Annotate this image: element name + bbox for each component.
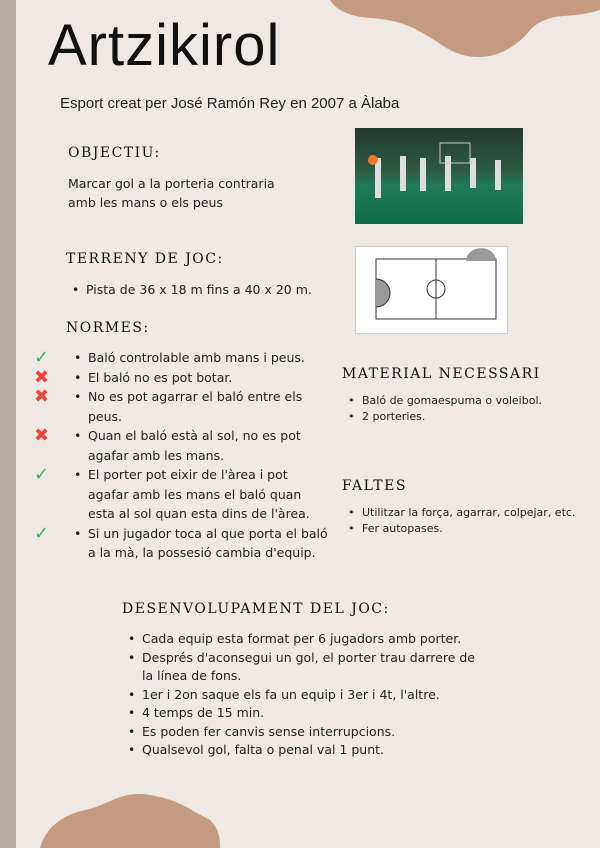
check-icon: • ✓ <box>34 347 50 368</box>
norma-text: Baló controlable amb mans i peus. <box>88 350 305 365</box>
list-item: • Utilitzar la força, agarrar, colpejar, etc. <box>348 505 575 521</box>
cross-icon: • ✖ <box>34 366 50 388</box>
desenvolupament-heading: DESENVOLUPAMENT DEL JOC: <box>122 601 390 617</box>
desenvolupament-list <box>128 630 478 760</box>
faltes-heading: FALTES <box>342 478 407 494</box>
top-blob-decoration <box>330 0 600 70</box>
norma-item <box>34 522 329 563</box>
norma-text: Quan el baló està al sol, no es pot agafar amb les mans. <box>88 428 301 463</box>
norma-item <box>34 386 329 426</box>
list-item: • 4 temps de 15 min. <box>128 704 478 723</box>
norma-item <box>34 464 329 524</box>
check-icon: • ✓ <box>34 522 50 544</box>
norma-text: El porter pot eixir de l'àrea i pot agafar amb les mans el baló quan esta al sol quan esta dins de l'àrea. <box>88 467 310 521</box>
material-heading: MATERIAL NECESSARI <box>342 366 541 382</box>
objectiu-line: amb les mans o els peus <box>68 195 223 210</box>
objectiu-text <box>68 174 275 212</box>
list-item: • Qualsevol gol, falta o penal val 1 punt. <box>128 741 478 760</box>
court-diagram <box>355 246 508 334</box>
norma-item <box>34 366 329 388</box>
list-item: • Es poden fer canvis sense interrupcions. <box>128 723 478 742</box>
objectiu-line: Marcar gol a la porteria contraria <box>68 176 275 191</box>
norma-text: No es pot agarrar el baló entre els peus. <box>88 389 303 424</box>
bottom-blob-decoration <box>40 790 220 848</box>
norma-text: Si un jugador toca al que porta el baló a la mà, la possesió cambia d'equip. <box>88 525 328 560</box>
faltes-list <box>348 505 575 537</box>
material-list <box>348 393 542 425</box>
cross-icon: • ✖ <box>34 425 50 446</box>
terreny-heading: TERRENY DE JOC: <box>66 251 224 267</box>
left-strip <box>0 0 16 848</box>
normes-list <box>34 347 329 563</box>
subtitle: Esport creat per José Ramón Rey en 2007 a Àlaba <box>60 95 400 112</box>
objectiu-heading: OBJECTIU: <box>68 145 161 161</box>
list-item: • Després d'aconsegui un gol, el porter trau darrere de la línea de fons. <box>128 649 478 686</box>
cross-icon: • ✖ <box>34 386 50 407</box>
norma-text: El baló no es pot botar. <box>88 369 233 385</box>
list-item: • Baló de gomaespuma o voleibol. <box>348 393 542 409</box>
terreny-list <box>72 280 312 299</box>
norma-item <box>34 347 329 368</box>
game-photo <box>355 128 523 224</box>
list-item: • 1er i 2on saque els fa un equip i 3er i 4t, l'altre. <box>128 686 478 705</box>
norma-item <box>34 425 329 465</box>
page-title: Artzikirol <box>48 13 281 78</box>
list-item: • 2 porteries. <box>348 409 542 425</box>
check-icon: • ✓ <box>34 464 50 485</box>
normes-heading: NORMES: <box>66 320 150 336</box>
list-item: • Fer autopases. <box>348 521 575 537</box>
list-item: • Cada equip esta format per 6 jugadors amb porter. <box>128 630 478 649</box>
list-item: • Pista de 36 x 18 m fins a 40 x 20 m. <box>72 280 312 299</box>
